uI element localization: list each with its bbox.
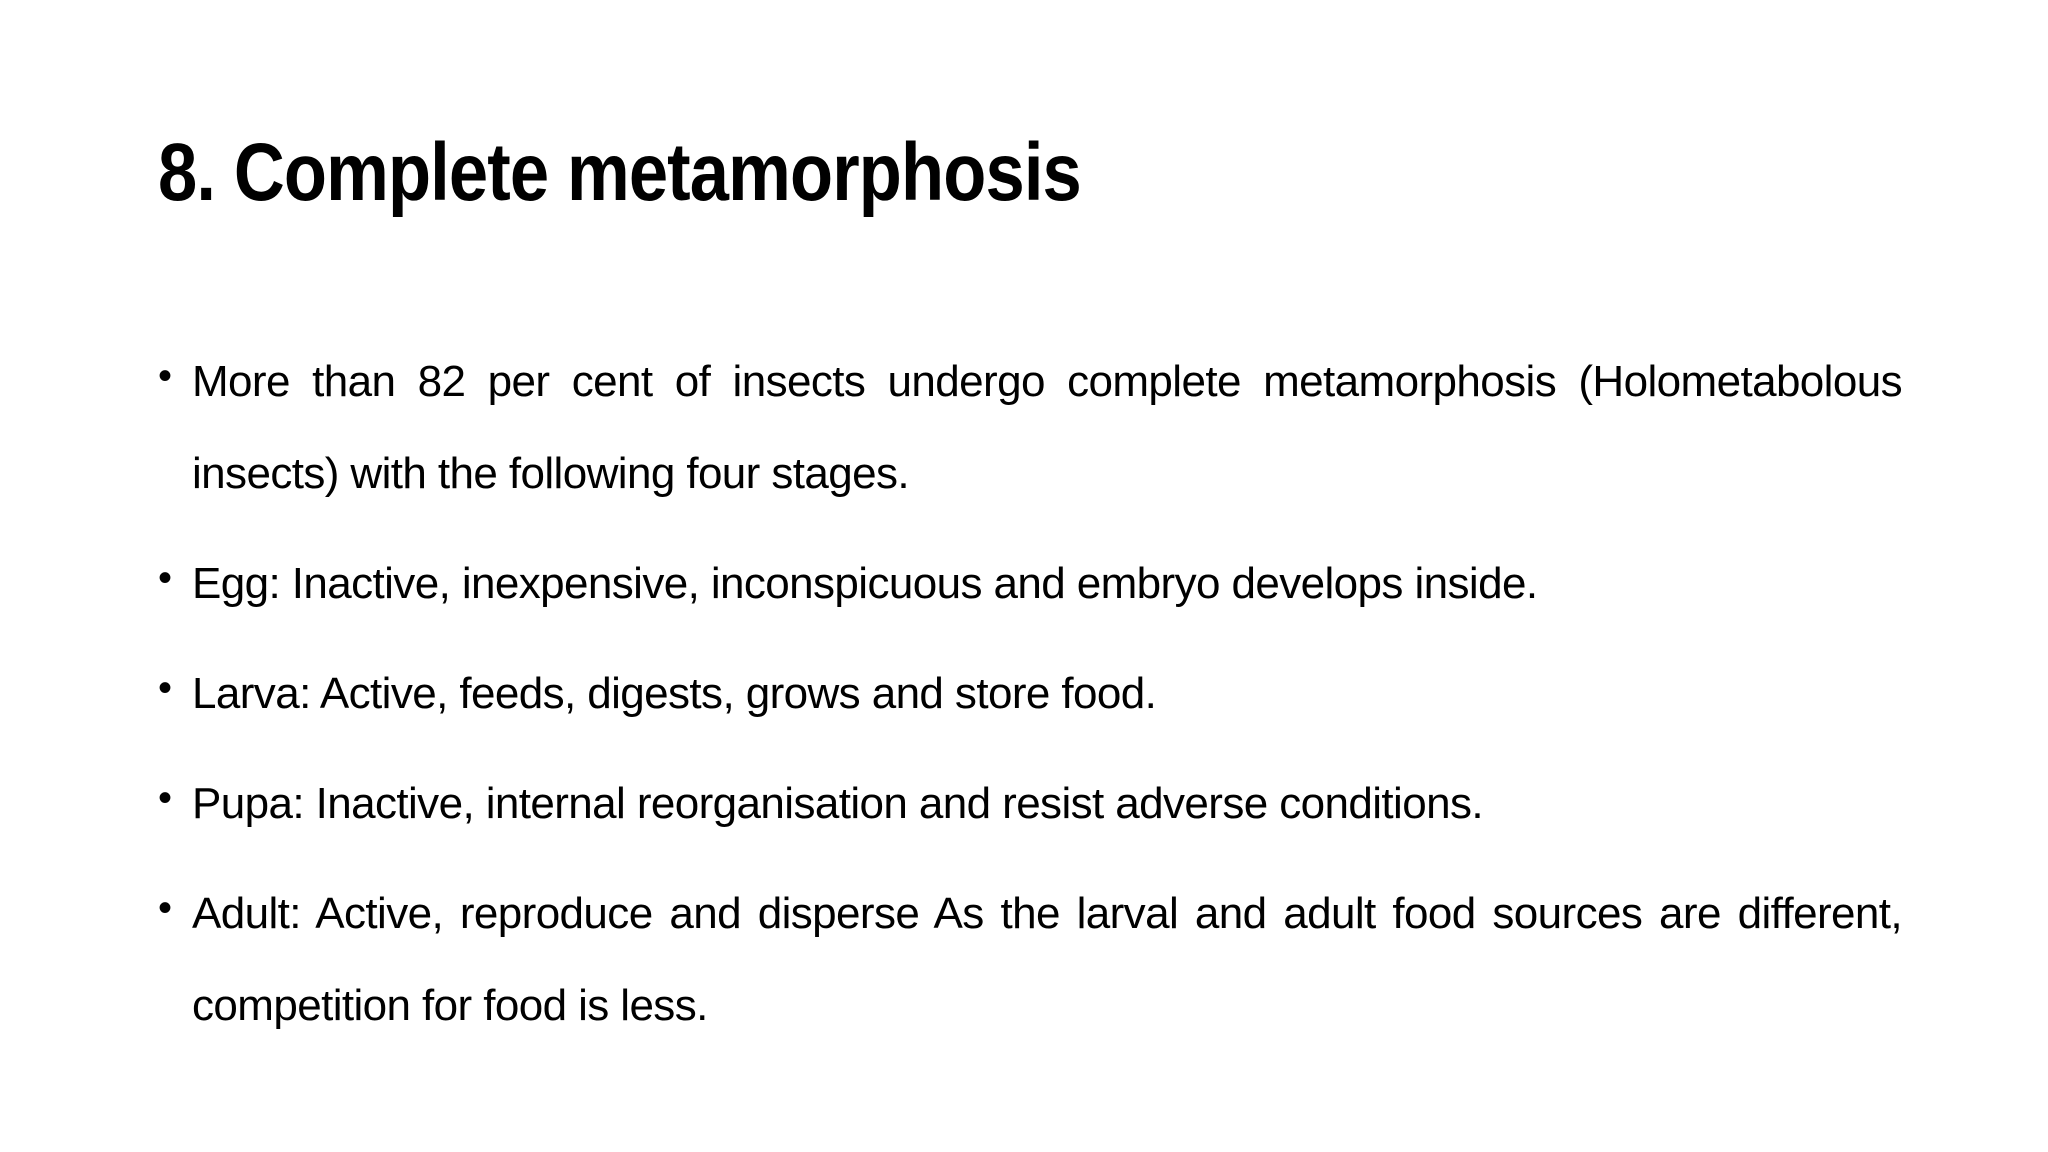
bullet-dot-icon: •: [158, 556, 172, 600]
bullet-list: [158, 336, 1902, 1070]
bullet-text: Adult: Active, reproduce and disperse As the larval and adult food sources are different, competition for food is less.: [192, 889, 1902, 1030]
bullet-dot-icon: •: [158, 666, 172, 710]
bullet-text: Pupa: Inactive, internal reorganisation and resist adverse conditions.: [192, 779, 1483, 828]
bullet-item-adult: [158, 868, 1902, 1052]
bullet-dot-icon: •: [158, 886, 172, 930]
bullet-text: Egg: Inactive, inexpensive, inconspicuous and embryo develops inside.: [192, 559, 1538, 608]
slide-title: 8. Complete metamorphosis: [158, 127, 1081, 218]
bullet-dot-icon: •: [158, 776, 172, 820]
bullet-item-pupa: [158, 758, 1902, 850]
bullet-text: More than 82 per cent of insects undergo complete metamorphosis (Holometabolous insects) with the following four stages.: [192, 357, 1902, 498]
bullet-text: Larva: Active, feeds, digests, grows and store food.: [192, 669, 1157, 718]
bullet-item-larva: [158, 648, 1902, 740]
bullet-item-holometabolous: [158, 336, 1902, 520]
bullet-item-egg: [158, 538, 1902, 630]
bullet-dot-icon: •: [158, 354, 172, 398]
